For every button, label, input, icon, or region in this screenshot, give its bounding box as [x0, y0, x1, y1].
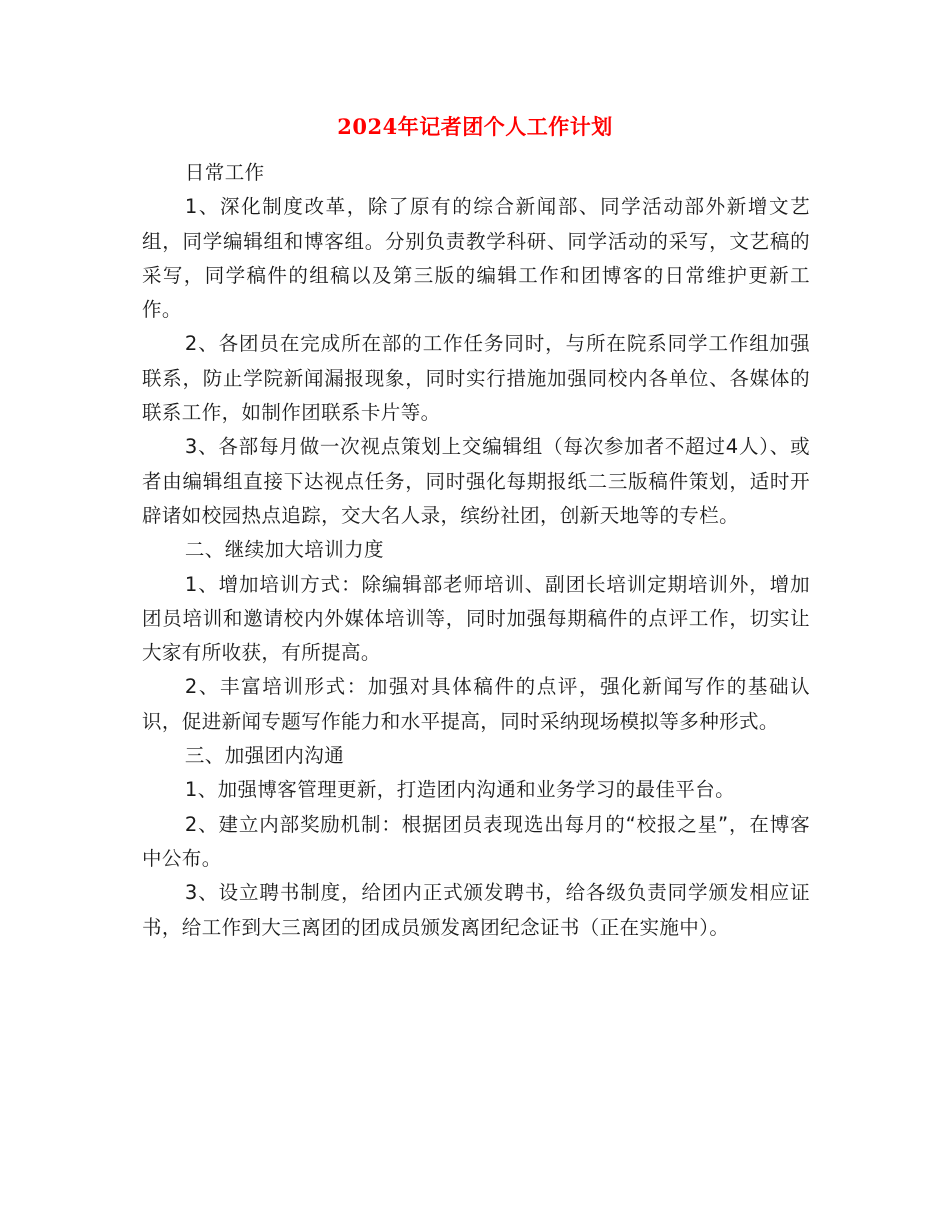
- paragraph: 2、各团员在完成所在部的工作任务同时，与所在院系同学工作组加强联系，防止学院新闻漏报现象，同时实行措施加强同校内各单位、各媒体的联系工作，如制作团联系卡片等。: [142, 332, 810, 425]
- paragraph: 2、建立内部奖励机制：根据团员表现选出每月的“校报之星”，在博客中公布。: [142, 812, 810, 870]
- document-body: [142, 156, 810, 945]
- paragraph: 1、增加培训方式：除编辑部老师培训、副团长培训定期培训外，增加团员培训和邀请校内外媒体培训等，同时加强每期稿件的点评工作，切实让大家有所收获，有所提高。: [142, 572, 810, 665]
- section-heading-daily-work: 日常工作: [184, 161, 265, 184]
- paragraph: 1、深化制度改革，除了原有的综合新闻部、同学活动部外新增文艺组，同学编辑组和博客组。分别负责教学科研、同学活动的采写，文艺稿的采写，同学稿件的组稿以及第三版的编辑工作和团博客的日常维护更新工作。: [142, 195, 810, 322]
- section-heading-communication: 三、加强团内沟通: [184, 744, 345, 768]
- paragraph: 3、设立聘书制度，给团内正式颁发聘书，给各级负责同学颁发相应证书，给工作到大三离团的团成员颁发离团纪念证书（正在实施中）。: [142, 881, 810, 939]
- paragraph: 1、加强博客管理更新，打造团内沟通和业务学习的最佳平台。: [184, 778, 735, 802]
- paragraph: 2、丰富培训形式：加强对具体稿件的点评，强化新闻写作的基础认识，促进新闻专题写作能力和水平提高，同时采纳现场模拟等多种形式。: [142, 675, 810, 733]
- paragraph: 3、各部每月做一次视点策划上交编辑组（每次参加者不超过4人）、或者由编辑组直接下达视点任务，同时强化每期报纸二三版稿件策划，适时开辟诸如校园热点追踪，交大名人录，缤纷社团，创新天地等的专栏。: [142, 435, 810, 527]
- section-heading-training: 二、继续加大培训力度: [184, 538, 384, 562]
- document-title: 2024年记者团个人工作计划: [337, 114, 613, 139]
